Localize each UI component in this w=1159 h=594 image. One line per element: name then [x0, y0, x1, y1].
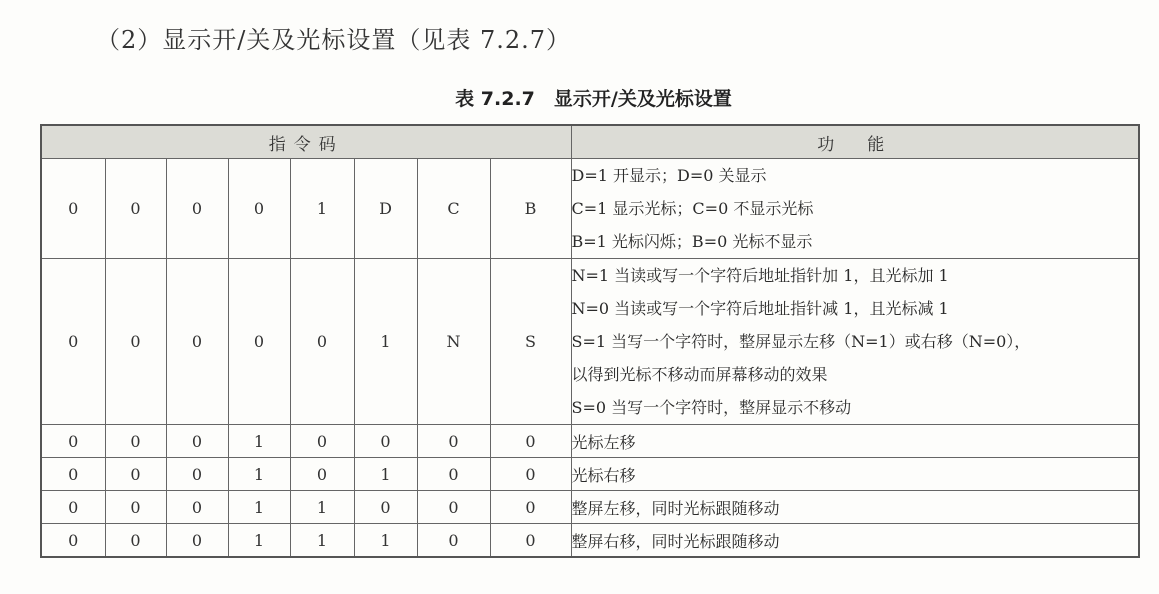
- bit-cell: 0: [41, 524, 105, 558]
- function-cell: 光标右移: [571, 458, 1139, 491]
- function-line: 以得到光标不移动而屏幕移动的效果: [571, 365, 828, 384]
- bit-cell: 0: [105, 425, 166, 458]
- function-line: N=0 当读或写一个字符后地址指针减 1，且光标减 1: [571, 299, 949, 318]
- bit-cell: 0: [105, 458, 166, 491]
- bit-cell: 0: [490, 458, 571, 491]
- bit-cell: 0: [166, 458, 228, 491]
- function-cell: 整屏右移，同时光标跟随移动: [571, 524, 1139, 558]
- bit-cell: 0: [105, 491, 166, 524]
- bit-cell: 0: [290, 259, 354, 425]
- function-cell: [571, 159, 1139, 259]
- bit-cell: 0: [41, 425, 105, 458]
- function-cell: 光标左移: [571, 425, 1139, 458]
- bit-cell: 0: [417, 425, 490, 458]
- bit-cell: S: [490, 259, 571, 425]
- bit-cell: 0: [490, 491, 571, 524]
- bit-cell: D: [354, 159, 417, 259]
- bit-cell: 0: [41, 491, 105, 524]
- bit-cell: 1: [290, 159, 354, 259]
- bit-cell: N: [417, 259, 490, 425]
- function-line: S=0 当写一个字符时，整屏显示不移动: [571, 398, 852, 417]
- bit-cell: 1: [290, 524, 354, 558]
- bit-cell: 1: [354, 524, 417, 558]
- bit-cell: 1: [228, 491, 290, 524]
- table-row: [41, 491, 1139, 524]
- bit-cell: 0: [228, 259, 290, 425]
- bit-cell: 1: [354, 458, 417, 491]
- header-row: [41, 125, 1139, 159]
- bit-cell: 1: [228, 524, 290, 558]
- function-line: D=1 开显示；D=0 关显示: [571, 166, 767, 185]
- bit-cell: 1: [290, 491, 354, 524]
- command-table: [40, 124, 1140, 558]
- table-caption: 表 7.2.7 显示开/关及光标设置: [455, 88, 732, 110]
- function-cell: 整屏左移，同时光标跟随移动: [571, 491, 1139, 524]
- bit-cell: 0: [417, 458, 490, 491]
- bit-cell: 0: [166, 159, 228, 259]
- bit-cell: 0: [290, 458, 354, 491]
- bit-cell: 0: [417, 491, 490, 524]
- bit-cell: 0: [166, 524, 228, 558]
- header-function: 功 能: [571, 125, 1139, 159]
- header-code: 指令码: [41, 125, 571, 159]
- bit-cell: 0: [105, 159, 166, 259]
- bit-cell: 0: [417, 524, 490, 558]
- bit-cell: 1: [228, 458, 290, 491]
- bit-cell: 0: [166, 425, 228, 458]
- function-line: N=1 当读或写一个字符后地址指针加 1，且光标加 1: [571, 266, 949, 285]
- function-line: S=1 当写一个字符时，整屏显示左移（N=1）或右移（N=0），: [571, 332, 1031, 351]
- table-row: [41, 458, 1139, 491]
- bit-cell: 0: [354, 425, 417, 458]
- bit-cell: 0: [41, 159, 105, 259]
- bit-cell: 0: [166, 259, 228, 425]
- table-row: [41, 425, 1139, 458]
- bit-cell: 0: [41, 259, 105, 425]
- table-row: [41, 159, 1139, 259]
- function-cell: [571, 259, 1139, 425]
- bit-cell: 1: [354, 259, 417, 425]
- function-line: B=1 光标闪烁；B=0 光标不显示: [571, 232, 813, 251]
- bit-cell: C: [417, 159, 490, 259]
- table-row: [41, 524, 1139, 558]
- bit-cell: B: [490, 159, 571, 259]
- bit-cell: 0: [490, 425, 571, 458]
- function-line: C=1 显示光标；C=0 不显示光标: [571, 199, 814, 218]
- bit-cell: 0: [41, 458, 105, 491]
- section-heading: （2）显示开/关及光标设置（见表 7.2.7）: [96, 26, 572, 54]
- bit-cell: 1: [228, 425, 290, 458]
- table-row: [41, 259, 1139, 425]
- bit-cell: 0: [105, 259, 166, 425]
- bit-cell: 0: [354, 491, 417, 524]
- bit-cell: 0: [290, 425, 354, 458]
- bit-cell: 0: [490, 524, 571, 558]
- bit-cell: 0: [105, 524, 166, 558]
- bit-cell: 0: [166, 491, 228, 524]
- bit-cell: 0: [228, 159, 290, 259]
